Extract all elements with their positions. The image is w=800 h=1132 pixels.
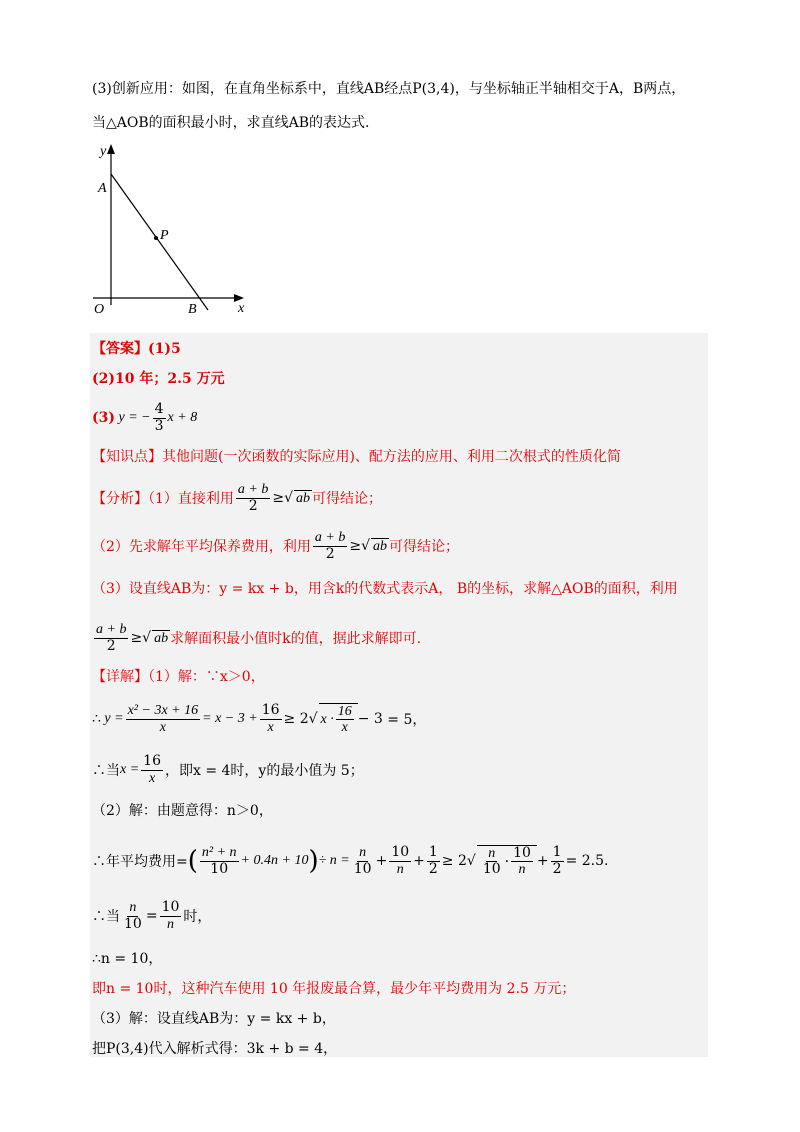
analysis-1: 【分析】（1）直接利用 $\frac{a + b}{2}$ ≥√ ab 可得结论；: [92, 482, 383, 514]
detail-3-prefix: ∴当: [92, 763, 120, 779]
detail-5-prefix: ∴年平均费用=: [92, 854, 188, 870]
detail-4: （2）解：由题意得：n＞0，: [92, 803, 273, 819]
label-y: y: [100, 144, 107, 159]
answer-title: 【答案】(1)5: [92, 341, 181, 357]
detail-10: 把P(3,4)代入解析式得：3k + b = 4，: [92, 1041, 338, 1057]
detail-2: ∴ y = $\frac{\text{x² − 3x + 16}}{x}$ = x − 3 + $\frac{16}{x}$ ≥ 2√ x · $\frac{16}{x}$ − 3 = 5，: [92, 702, 427, 735]
knowledge-points: 【知识点】其他问题(一次函数的实际应用)、配方法的应用、利用二次根式的性质化简: [92, 449, 621, 465]
analysis-1-suffix: 可得结论；: [312, 491, 383, 507]
analysis-3: （3）设直线AB为：y = kx + b，用含k的代数式表示A， B的坐标，求解△AOB的面积，利用: [92, 581, 678, 597]
detail-1: 【详解】（1）解：∵x＞0，: [92, 669, 265, 685]
label-b: B: [188, 302, 197, 317]
question-line-1: (3)创新应用：如图，在直角坐标系中，直线AB经点P(3,4)，与坐标轴正半轴相交于A，B两点，: [92, 81, 686, 97]
answer-3: (3) y = − $\frac{4}{3}$ x + 8: [92, 401, 198, 434]
detail-6-prefix: ∴当: [92, 909, 120, 925]
detail-3-mid: ，即x = 4时，y的最小值为 5；: [165, 763, 364, 779]
analysis-2: （2）先求解年平均保养费用，利用 $\frac{a + b}{2}$ ≥√ ab 可得结论；: [92, 530, 460, 562]
detail-2-prefix: ∴: [92, 711, 101, 727]
detail-6: ∴当 $\frac{n}{10}$ = $\frac{10}{n}$ 时，: [92, 899, 212, 932]
detail-5-tail: = 2.5.: [565, 853, 609, 869]
label-a: A: [98, 181, 107, 196]
detail-2-tail: = 5，: [387, 712, 427, 728]
detail-5: ∴年平均费用= ( $\frac{\text{n² + n}}{10}$ + 0.4n + 10 ) ÷ n = $\frac{n}{10}$ + $\frac{10}{n}$ + $\frac{1}{2}$ ≥ 2√ $\frac{n}{10}$ · $\frac{10}{n}$ + $\frac{1}{2}$ = 2.5.: [92, 844, 609, 877]
analysis-2-suffix: 可得结论；: [389, 539, 460, 555]
answer-3-prefix: (3): [92, 410, 115, 426]
analysis-4: $\frac{a + b}{2}$ ≥√ ab 求解面积最小值时k的值，据此求解即可.: [96, 622, 422, 654]
detail-7: ∴n = 10，: [92, 951, 163, 967]
detail-6-suffix: 时，: [183, 909, 212, 925]
analysis-1-prefix: 【分析】（1）直接利用: [92, 491, 234, 507]
answer-2: (2)10 年；2.5 万元: [92, 371, 225, 387]
detail-8: 即n = 10时，这种汽车使用 10 年报废最合算，最少年平均费用为 2.5 万元；: [92, 981, 576, 997]
y-axis-arrow: [107, 144, 115, 154]
analysis-4-suffix: 求解面积最小值时k的值，据此求解即可.: [170, 631, 422, 647]
label-p: P: [160, 228, 169, 243]
question-line-2: 当△AOB的面积最小时，求直线AB的表达式.: [92, 115, 370, 131]
analysis-2-prefix: （2）先求解年平均保养费用，利用: [92, 539, 311, 555]
detail-9: （3）解：设直线AB为：y = kx + b，: [92, 1011, 336, 1027]
label-x: x: [238, 301, 245, 316]
point-p: [154, 236, 158, 240]
answer-box: [90, 333, 708, 1057]
coordinate-figure: [88, 140, 258, 325]
label-o: O: [94, 302, 105, 317]
detail-3: ∴当 x = $\frac{16}{x}$ ，即x = 4时，y的最小值为 5；: [92, 753, 364, 786]
